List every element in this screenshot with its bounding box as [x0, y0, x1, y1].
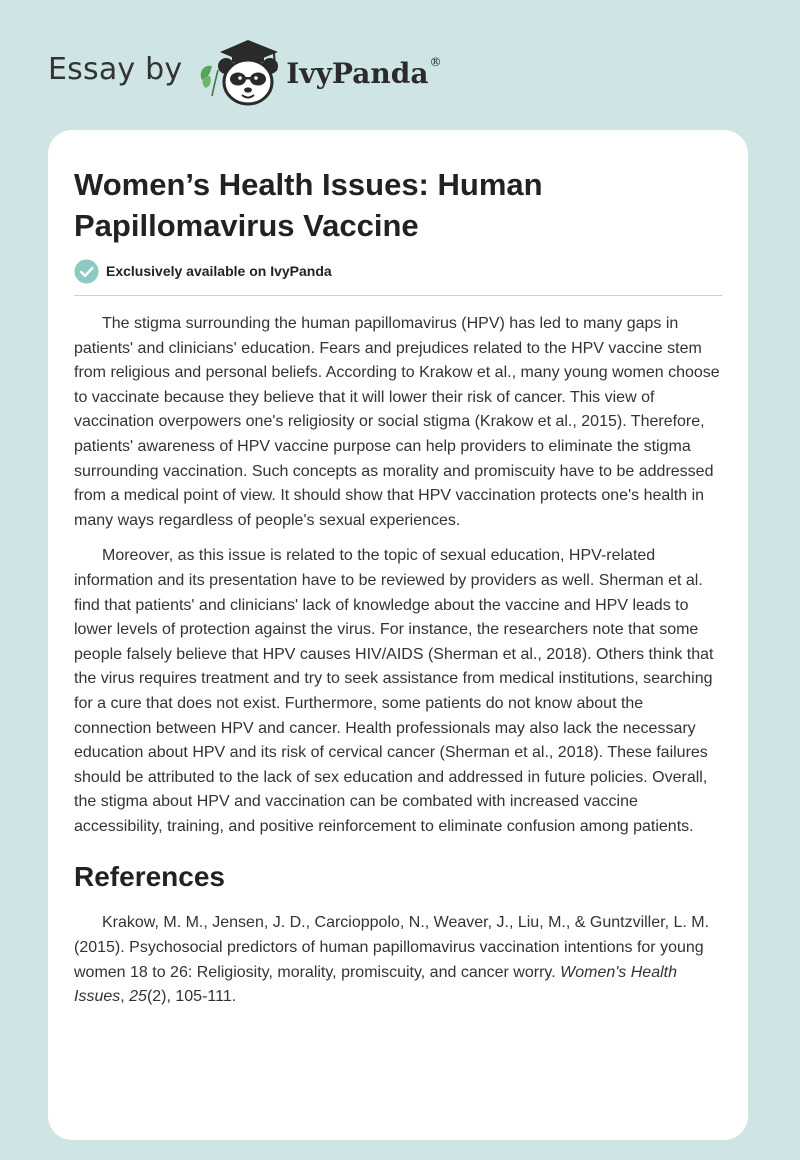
brand-name[interactable]: IvyPanda®	[286, 54, 442, 90]
panda-logo-icon[interactable]	[196, 36, 282, 108]
article-paragraph: The stigma surrounding the human papillomavirus (HPV) has led to many gaps in patients' and clinicians' education. Fears and prejudices related to the HPV vaccine stem from religious and personal beliefs. According to Krakow et al., many young women choose to vaccinate because they believe that it will lower their risk of cancer. This view of vaccination overpowers one's religiosity or social stigma (Krakow et al., 2015). Therefore, patients' awareness of HPV vaccine purpose can help providers to eliminate the stigma surrounding vaccination. Such concepts as morality and promiscuity have to be addressed from a medical point of view. It should show that HPV vaccination protects one's health in many ways regardless of people's sexual experiences.	[74, 315, 720, 529]
check-badge-icon	[74, 259, 99, 284]
reference-entry: Krakow, M. M., Jensen, J. D., Carcioppolo, N., Weaver, J., Liu, M., & Guntzviller, L. M. (2015). Psychosocial predictors of human papillomavirus vaccination intentions for young women 18 to 26: Religiosity, morality, promiscuity, and cancer worry. Women's Health Issues, 25(2), 105-111.	[74, 914, 710, 1006]
site-header	[48, 36, 441, 108]
title-divider	[74, 295, 722, 296]
exclusive-badge	[74, 256, 722, 286]
reference-volume: 25	[129, 988, 147, 1006]
exclusive-badge-label: Exclusively available on IvyPanda	[106, 263, 332, 279]
references-heading: References	[74, 861, 225, 893]
article-paragraph: Moreover, as this issue is related to the topic of sexual education, HPV-related information and its presentation have to be reviewed by providers as well. Sherman et al. find that patients' and clinicians' lack of knowledge about the vaccine and HPV leads to lower levels of protection against the virus. For instance, the researchers note that some people falsely believe that HPV causes HIV/AIDS (Sherman et al., 2018). Others think that the virus requires treatment and try to seek assistance from medical institutions, searching for a cure that does not exist. Furthermore, some patients do not know about the connection between HPV and cancer. Health professionals may also lack the necessary education about HPV and its risk of cervical cancer (Sherman et al., 2018). These failures should be attributed to the lack of sex education and addressed in future policies. Overall, the stigma about HPV and vaccination can be combated with increased vaccine accessibility, training, and positive reinforcement to eliminate confusion among patients.	[74, 547, 714, 835]
article-title: Women’s Health Issues: Human Papillomavirus Vaccine	[74, 167, 543, 243]
article-card	[48, 130, 748, 1140]
trademark-symbol: ®	[429, 54, 442, 69]
essay-by-label: Essay by	[48, 51, 183, 87]
reference-journal: Women's Health Issues	[74, 963, 677, 1006]
